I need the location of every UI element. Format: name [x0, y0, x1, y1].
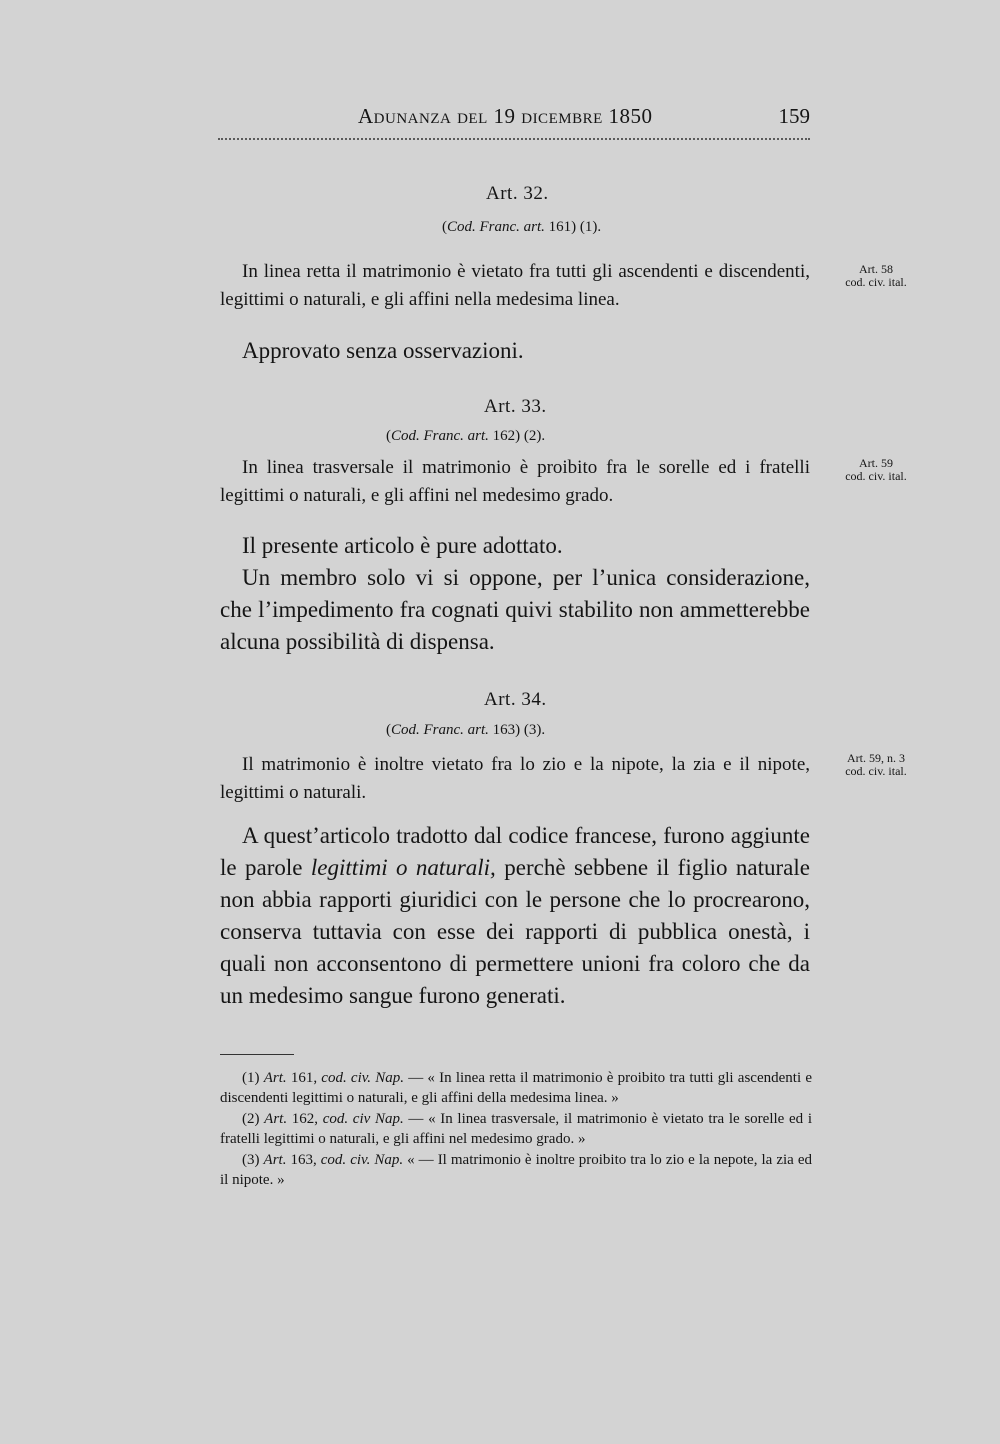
article-34-text: Il matrimonio è inoltre vietato fra lo zio e la nipote, la zia e il nipote, legittimi o naturali. — [220, 754, 810, 803]
comment-text: perchè sebbene il figlio naturale non abbia rapporti giuridici con le persone che lo procrearono, conserva tuttavia con esse dei rapporti di pubblica onestà, i quali non acconsentono di permettere unioni fra coloro che da un medesimo sangue furono generati. — [220, 855, 810, 1008]
footnote-ref: Art. — [264, 1111, 288, 1127]
footnote-text: — « In linea retta il matrimonio è proibito tra tutti gli ascendenti e discendenti legittimi o naturali, e gli affini della medesima linea. » — [220, 1070, 812, 1106]
article-32-text: In linea retta il matrimonio è vietato fra tutti gli ascendenti e discendenti, legittimi o naturali, e gli affini nella medesima linea. — [220, 261, 810, 310]
article-34-reference — [386, 722, 545, 739]
footnote-rule — [220, 1054, 294, 1055]
ref-code: Cod. Franc. art. — [391, 428, 489, 444]
ref-suffix: 163) (3). — [488, 722, 546, 738]
article-33-margin-note — [826, 457, 926, 483]
article-33-heading: Art. 33. — [484, 396, 547, 417]
article-34-margin-note — [826, 752, 926, 778]
footnote-number: (1) — [242, 1070, 264, 1086]
running-title: Adunanza del 19 dicembre 1850 — [358, 104, 653, 128]
ref-code: Cod. Franc. art. — [391, 722, 489, 738]
footnote-1 — [220, 1068, 812, 1108]
ref-suffix: 162) (2). — [488, 428, 546, 444]
ref-prefix: ( — [386, 428, 391, 444]
comment-emphasis: legittimi o naturali, — [310, 855, 496, 880]
article-32-reference — [442, 219, 601, 236]
article-33-comment-2: Un membro solo vi si oppone, per l’unica considerazione, che l’impedimento fra cognati quivi stabilito non ammetterebbe alcuna possibilità di dispensa. — [220, 565, 810, 654]
header-rule — [218, 138, 810, 140]
footnote-2 — [220, 1109, 812, 1149]
footnote-number: (3) — [242, 1152, 264, 1168]
ref-prefix: ( — [442, 219, 447, 235]
article-32-heading: Art. 32. — [486, 183, 549, 204]
footnote-text: « — Il matrimonio è inoltre proibito tra lo zio e la nepote, la zia ed il nipote. » — [220, 1152, 812, 1188]
footnote-ref: Art. — [263, 1152, 287, 1168]
footnote-ref: Art. — [263, 1070, 287, 1086]
footnote-ref-number: 163, — [286, 1152, 321, 1168]
article-32-comment: Approvato senza osservazioni. — [242, 338, 524, 363]
ref-prefix: ( — [386, 722, 391, 738]
footnote-number: (2) — [242, 1111, 265, 1127]
margin-note-line: Art. 58 — [859, 262, 893, 276]
article-34-heading: Art. 34. — [484, 689, 547, 710]
footnote-3 — [220, 1150, 812, 1190]
page-number: 159 — [778, 104, 810, 128]
ref-code: Cod. Franc. art. — [447, 219, 545, 235]
margin-note-line: cod. civ. ital. — [845, 764, 907, 778]
footnote-code: cod. civ. Nap. — [321, 1070, 404, 1086]
page-header — [218, 104, 810, 134]
footnotes — [220, 1068, 812, 1191]
footnote-code: cod. civ. Nap. — [320, 1152, 404, 1168]
ref-suffix: 161) (1). — [544, 219, 602, 235]
margin-note-line: cod. civ. ital. — [845, 275, 907, 289]
comment-text: A quest’articolo tradotto dal codice francese, furono aggiunte le parole — [220, 823, 810, 880]
footnote-ref-number: 161, — [286, 1070, 322, 1086]
article-34-comment — [220, 820, 810, 1012]
margin-note-line: Art. 59, n. 3 — [847, 751, 905, 765]
margin-note-line: cod. civ. ital. — [845, 469, 907, 483]
article-33-text: In linea trasversale il matrimonio è proibito fra le sorelle ed i fratelli legittimi o naturali, e gli affini nel medesimo grado. — [220, 457, 810, 506]
margin-note-line: Art. 59 — [859, 456, 893, 470]
footnote-text: — « In linea trasversale, il matrimonio è vietato tra le sorelle ed i fratelli legittimi o naturali, e gli affini nel medesimo grado. » — [220, 1111, 812, 1147]
article-33-comment: Il presente articolo è pure adottato. — [242, 533, 563, 558]
footnote-code: cod. civ Nap. — [322, 1111, 404, 1127]
footnote-ref-number: 162, — [287, 1111, 323, 1127]
article-32-margin-note — [826, 263, 926, 289]
article-33-reference — [386, 428, 545, 445]
